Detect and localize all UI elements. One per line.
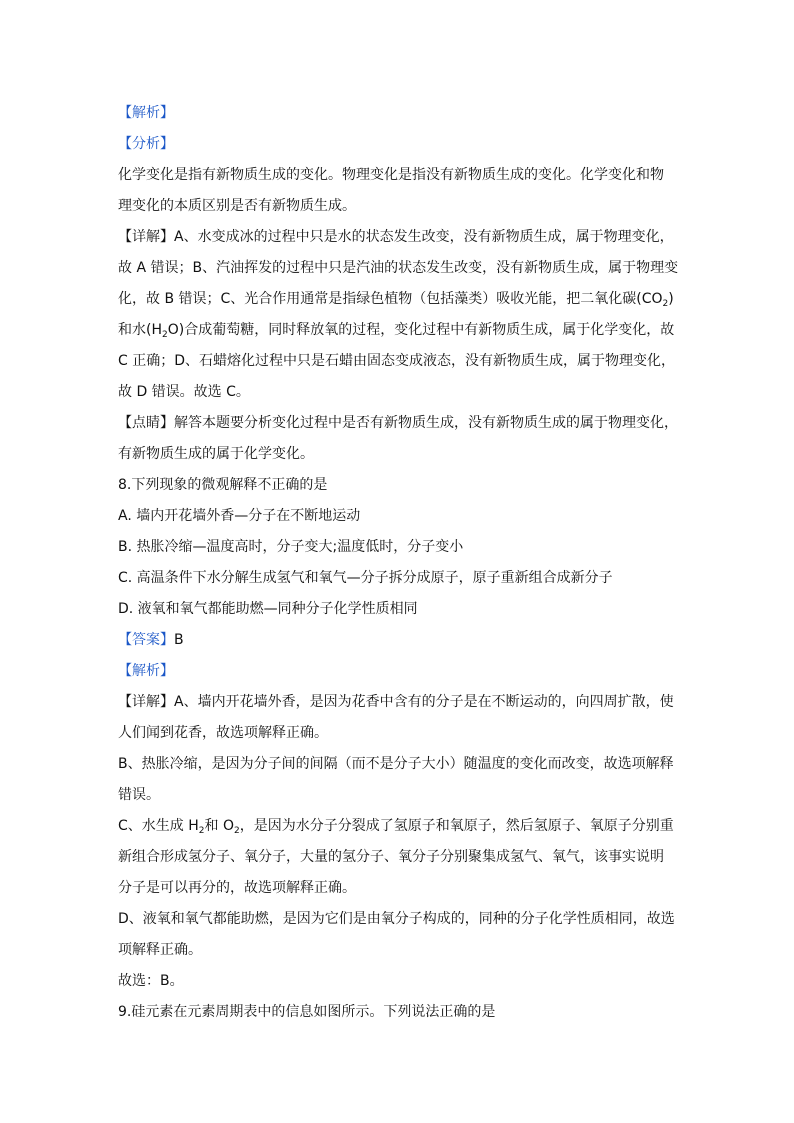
xiangjie-text: A、水变成冰的过程中只是水的状态发生改变，没有新物质生成，属于物理变化， [174, 229, 674, 245]
bracket-open: 【 [118, 694, 132, 710]
xiangjie-line-3-text: 化，故 B 错误；C、光合作用通常是指绿色植物（包括藻类）吸收光能，把二氧化碳(CO [118, 291, 663, 307]
explain-c-and: 和 O [204, 818, 234, 834]
answer-value: B [174, 632, 184, 648]
explain-a-text: A、墙内开花墙外香，是因为花香中含有的分子是在不断运动的，向四周扩散，使 [174, 694, 674, 710]
question-8-option-b: B. 热胀冷缩—温度高时，分子变大;温度低时，分子变小 [118, 539, 464, 555]
paren-close: ) [668, 291, 674, 307]
question-8-option-c: C. 高温条件下水分解生成氢气和氧气—分子拆分成原子，原子重新组合成新分子 [118, 570, 613, 586]
xiangjie-label: 详解 [132, 694, 160, 710]
explain-c-rest: ，是因为水分子分裂成了氢原子和氧原子，然后氢原子、氧原子分别重 [239, 818, 674, 834]
question-8-option-d: D. 液氧和氧气都能助燃—同种分子化学性质相同 [118, 601, 418, 617]
subscript: 2 [162, 330, 168, 340]
bracket-close: 】 [160, 415, 174, 431]
xiangjie-label: 详解 [132, 229, 160, 245]
bracket-close: 】 [160, 229, 174, 245]
question-8-stem: 8.下列现象的微观解释不正确的是 [118, 477, 328, 493]
explain-a-line-2: 人们闻到花香，故选项解释正确。 [118, 725, 328, 741]
bracket-close: 】 [160, 694, 174, 710]
subscript: 2 [233, 826, 240, 836]
explain-c-line-1 [118, 816, 688, 836]
conclusion: 故选：B。 [118, 973, 184, 989]
subscript: 2 [662, 299, 669, 309]
explain-c-start: C、水生成 H [118, 818, 199, 834]
xiangjie-line-3 [118, 289, 688, 309]
explain-b-line-2: 错误。 [118, 787, 160, 803]
bracket-open: 【 [118, 229, 132, 245]
question-8-option-a: A. 墙内开花墙外香—分子在不断地运动 [118, 508, 361, 524]
dianjing-label: 点睛 [132, 415, 160, 431]
answer-heading: 【答案】 [118, 632, 174, 648]
jiexi-heading: 【解析】 [118, 105, 174, 121]
jiexi-heading: 【解析】 [118, 663, 174, 679]
explain-b-line-1: B、热胀冷缩，是因为分子间的间隔（而不是分子大小）随温度的变化而改变，故选项解释 [118, 756, 674, 772]
fenxi-heading: 【分析】 [118, 136, 174, 152]
fenxi-text-line-1: 化学变化是指有新物质生成的变化。物理变化是指没有新物质生成的变化。化学变化和物 [118, 167, 664, 183]
question-9-stem: 9.硅元素在元素周期表中的信息如图所示。下列说法正确的是 [118, 1004, 496, 1020]
answer-line [118, 630, 688, 650]
xiangjie-line-4-start: 和水(H [118, 322, 162, 338]
dianjing-line-2: 有新物质生成的属于化学变化。 [118, 446, 314, 462]
xiangjie-line-2: 故 A 错误；B、汽油挥发的过程中只是汽油的状态发生改变，没有新物质生成，属于物理变 [118, 260, 679, 276]
xiangjie-line-4 [118, 320, 688, 340]
explain-a-line-1 [118, 692, 688, 712]
subscript: 2 [198, 826, 205, 836]
dianjing-text: 解答本题要分析变化过程中是否有新物质生成，没有新物质生成的属于物理变化， [174, 415, 678, 431]
explain-c-line-2: 新组合形成氢分子、氧分子，大量的氢分子、氧分子分别聚集成氢气、氧气，该事实说明 [118, 849, 664, 865]
xiangjie-line-1 [118, 227, 688, 247]
dianjing-line-1 [118, 413, 688, 433]
xiangjie-line-6: 故 D 错误。故选 C。 [118, 384, 250, 400]
explain-c-line-3: 分子是可以再分的，故选项解释正确。 [118, 880, 356, 896]
explain-d-line-2: 项解释正确。 [118, 942, 202, 958]
xiangjie-line-4-rest: O)合成葡萄糖，同时释放氧的过程，变化过程中有新物质生成，属于化学变化，故 [167, 322, 675, 338]
bracket-open: 【 [118, 415, 132, 431]
xiangjie-line-5: C 正确；D、石蜡熔化过程中只是石蜡由固态变成液态，没有新物质生成，属于物理变化， [118, 353, 676, 369]
explain-d-line-1: D、液氧和氧气都能助燃，是因为它们是由氧分子构成的，同种的分子化学性质相同，故选 [118, 911, 675, 927]
fenxi-text-line-2: 理变化的本质区别是否有新物质生成。 [118, 198, 356, 214]
